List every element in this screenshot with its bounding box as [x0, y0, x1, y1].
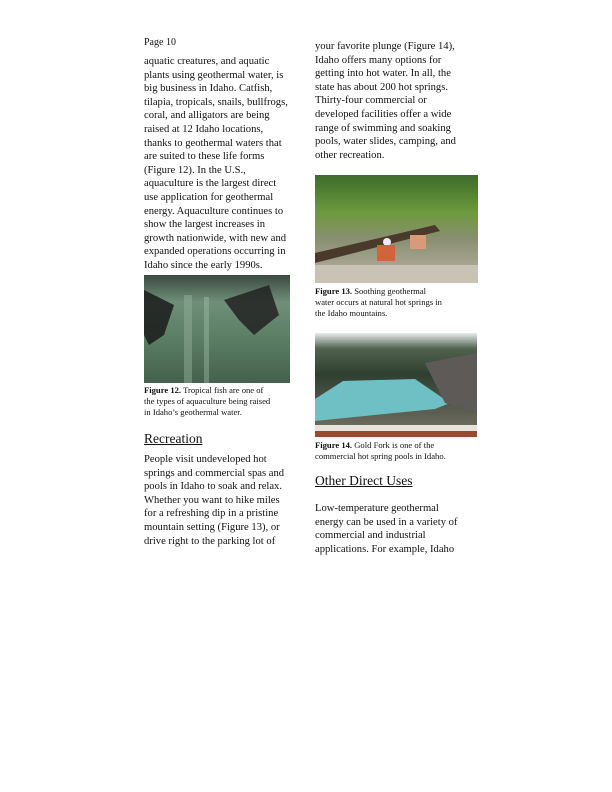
text-line: pools in Idaho to soak and relax.: [144, 481, 282, 493]
text-line: mountain setting (Figure 13), or: [144, 521, 280, 533]
text-line: getting into hot water. In all, the: [315, 68, 451, 80]
text-line: your favorite plunge (Figure 14),: [315, 41, 455, 52]
text-line: plants using geothermal water, is: [144, 69, 284, 81]
section-heading-other-direct-uses: Other Direct Uses: [315, 473, 413, 488]
text-line: drive right to the parking lot of: [144, 535, 276, 547]
text-line: Idaho offers many options for: [315, 54, 442, 66]
text-line: aquaculture is the largest direct: [144, 178, 277, 190]
text-line: tilapia, tropicals, snails, bullfrogs,: [144, 96, 288, 108]
text-line: Low-temperature geothermal: [315, 503, 439, 514]
text-line: Idaho since the early 1990s.: [144, 259, 263, 271]
text-line: big business in Idaho. Catfish,: [144, 83, 273, 95]
text-line: aquatic creatures, and aquatic: [144, 56, 270, 67]
recreation-paragraph: [144, 453, 284, 548]
text-line: range of swimming and soaking: [315, 122, 451, 134]
text-line: other recreation.: [315, 149, 385, 161]
text-line: applications. For example, Idaho: [315, 543, 455, 555]
text-line: state has about 200 hot springs.: [315, 81, 448, 93]
text-line: show the largest increases in: [144, 219, 266, 231]
section-heading-recreation: Recreation: [144, 431, 203, 446]
text-line: growth nationwide, with new and: [144, 232, 287, 244]
figure-13-natural-hot-spring-image: [315, 175, 478, 283]
text-line: use application for geothermal: [144, 191, 274, 203]
text-line: pools, water slides, camping, and: [315, 136, 456, 148]
text-line: developed facilities offer a wide: [315, 108, 452, 120]
text-line: expanded operations occurring in: [144, 246, 286, 258]
text-line: People visit undeveloped hot: [144, 454, 267, 465]
text-line: are suited to these life forms: [144, 151, 265, 163]
hot-springs-paragraph: [315, 40, 456, 162]
text-line: Thirty-four commercial or: [315, 95, 427, 107]
figure-14-gold-fork-pool-image: [315, 333, 477, 437]
text-line: for a refreshing dip in a pristine: [144, 508, 279, 520]
text-line: energy. Aquaculture continues to: [144, 205, 284, 217]
text-line: springs and commercial spas and: [144, 467, 285, 479]
figure-12-caption: Figure 12. Tropical fish are one of the types of aquaculture being raised in Idaho’s geothermal water.: [144, 385, 271, 417]
text-line: commercial and industrial: [315, 530, 426, 542]
figure-12-tropical-fish-image: [144, 275, 290, 383]
text-line: (Figure 12). In the U.S.,: [144, 164, 246, 176]
other-uses-paragraph: [315, 502, 457, 556]
text-line: Whether you want to hike miles: [144, 494, 280, 506]
text-line: thanks to geothermal waters that: [144, 137, 282, 149]
text-line: raised at 12 Idaho locations,: [144, 123, 264, 135]
figure-14-caption: Figure 14. Gold Fork is one of the commercial hot spring pools in Idaho.: [315, 440, 446, 461]
text-line: coral, and alligators are being: [144, 110, 270, 122]
page-number: Page 10: [144, 37, 176, 48]
aquaculture-paragraph: [144, 55, 288, 273]
text-line: energy can be used in a variety of: [315, 516, 458, 528]
figure-13-caption: Figure 13. Soothing geothermal water occurs at natural hot springs in the Idaho mountains.: [315, 286, 442, 318]
